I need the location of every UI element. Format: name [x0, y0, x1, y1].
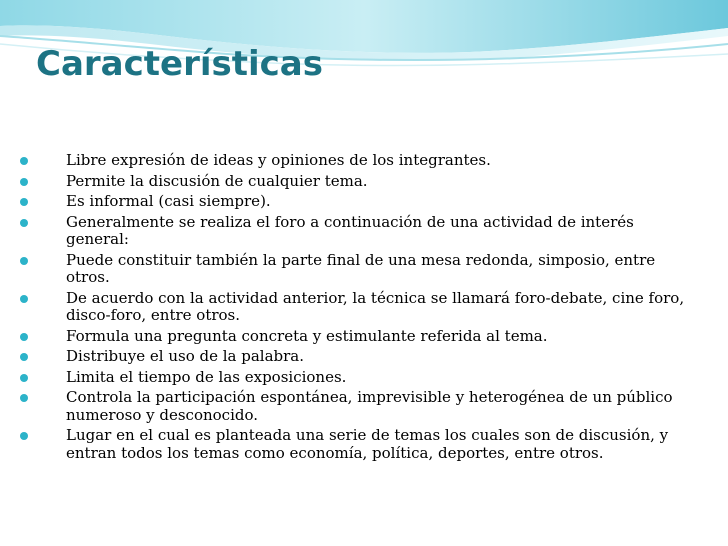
- bullet-icon: [20, 374, 28, 382]
- bullet-icon: [20, 394, 28, 402]
- bullet-icon: [20, 157, 28, 165]
- list-item-text: Libre expresión de ideas y opiniones de los integrantes.: [66, 151, 491, 169]
- list-item: [20, 369, 700, 387]
- list-item-text: Generalmente se realiza el foro a continuación de una actividad de interés general:: [66, 212, 634, 248]
- list-item-text: Distribuye el uso de la palabra.: [66, 347, 305, 365]
- list-item: [20, 193, 700, 211]
- list-item-text: Permite la discusión de cualquier tema.: [66, 171, 368, 190]
- bullet-icon: [20, 219, 28, 227]
- list-item: [20, 389, 700, 424]
- list-item: [20, 214, 700, 249]
- bullet-icon: [20, 295, 28, 303]
- bullet-list: [20, 152, 700, 465]
- list-item: [20, 252, 700, 287]
- list-item-text: Controla la participación espontánea, imprevisible y heterogénea de un público numeroso y desconocido.: [66, 388, 673, 424]
- list-item-text: Lugar en el cual es planteada una serie de temas los cuales son de discusión, y entran todos los temas como economía, política, deportes, entre otros.: [66, 426, 669, 462]
- bullet-icon: [20, 353, 28, 361]
- bullet-icon: [20, 257, 28, 265]
- list-item: [20, 348, 700, 366]
- list-item: [20, 152, 700, 170]
- list-item: [20, 290, 700, 325]
- list-item-text: Es informal (casi siempre).: [66, 192, 271, 210]
- bullet-icon: [20, 333, 28, 341]
- bullet-icon: [20, 178, 28, 186]
- slide-title: Características: [36, 44, 323, 84]
- list-item-text: De acuerdo con la actividad anterior, la técnica se llamará foro-debate, cine foro, disco-foro, entre otros.: [66, 288, 685, 324]
- list-item-text: Formula una pregunta concreta y estimulante referida al tema.: [66, 326, 548, 345]
- list-item: [20, 328, 700, 346]
- bullet-icon: [20, 198, 28, 206]
- list-item-text: Limita el tiempo de las exposiciones.: [66, 367, 347, 386]
- list-item: [20, 173, 700, 191]
- bullet-icon: [20, 432, 28, 440]
- list-item-text: Puede constituir también la parte final de una mesa redonda, simposio, entre otros.: [66, 250, 656, 286]
- list-item: [20, 427, 700, 462]
